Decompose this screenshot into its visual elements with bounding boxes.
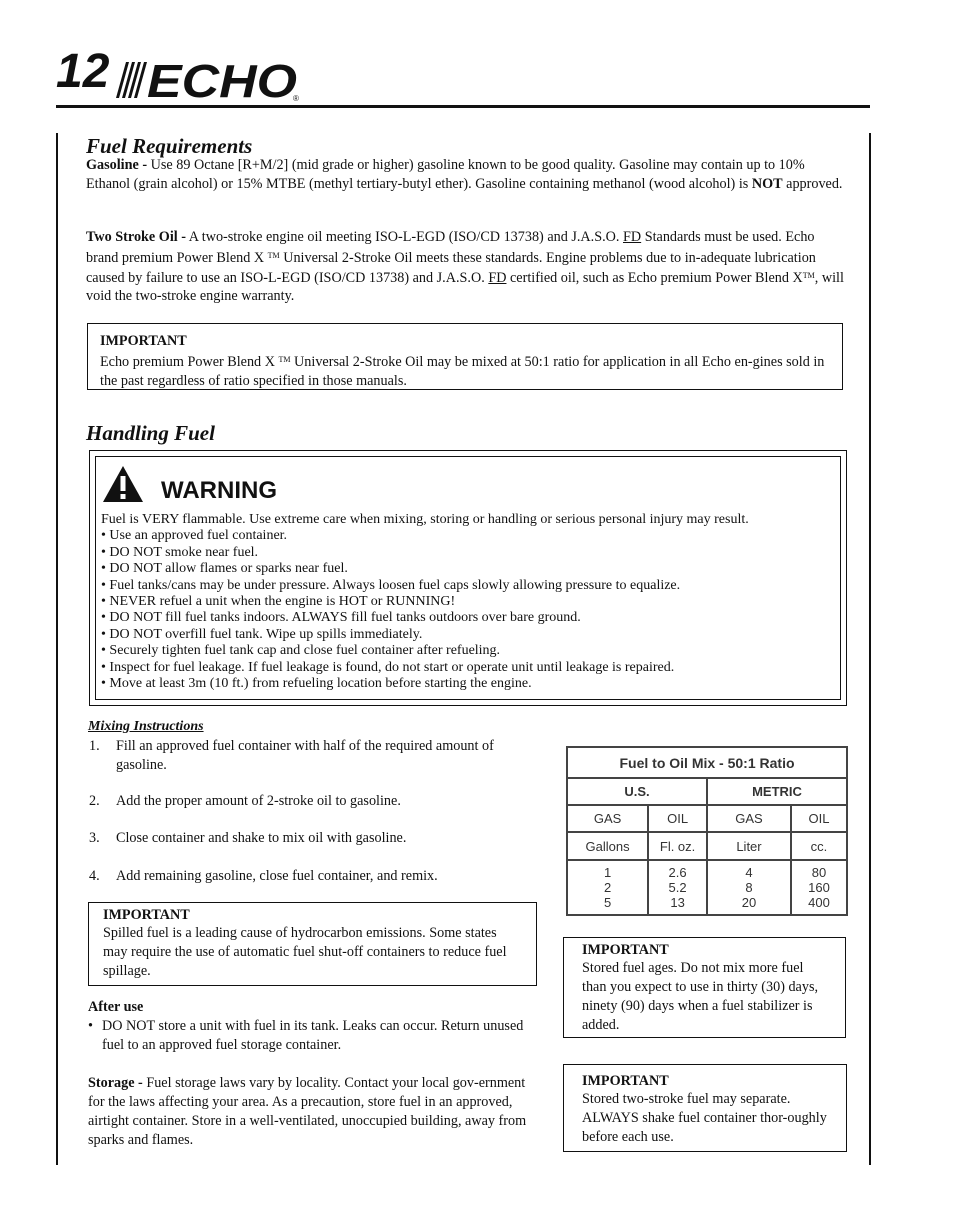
mix-table-unit: Gallons [567, 832, 648, 860]
mix-table-cell: 2.6 5.2 13 [648, 860, 707, 915]
important-box-fuel-age [563, 937, 846, 1038]
warning-item: • Fuel tanks/cans may be under pressure. Always loosen fuel caps slowly allowing pressure to equalize. [101, 577, 681, 593]
mix-table-header-oil: OIL [791, 805, 847, 832]
oil-label: Two Stroke Oil - [86, 229, 186, 245]
important-text: Spilled fuel is a leading cause of hydrocarbon emissions. Some states may require the use of automatic fuel shut-off containers to reduce fuel spillage. [103, 925, 507, 979]
mix-table-group-us: U.S. [567, 778, 707, 805]
warning-item: • Use an approved fuel container. [101, 528, 288, 544]
oil-text-3: Universal 2-Stroke Oil meets these standards. Engine problems due to in-adequate lubrication caused by failure to use an ISO-L-EGD (ISO/CD 13738) and J.A.S.O. [86, 249, 816, 286]
handling-fuel-heading: Handling Fuel [86, 421, 215, 445]
storage-label: Storage - [88, 1075, 143, 1091]
logo-wordmark: ECHO [147, 55, 298, 102]
mix-table-header-oil: OIL [648, 805, 707, 832]
mix-table-cell: 1 2 5 [567, 860, 648, 915]
warning-item: • DO NOT overfill fuel tank. Wipe up spills immediately. [101, 626, 423, 642]
mixing-instructions-heading: Mixing Instructions [88, 719, 204, 734]
warning-item: • DO NOT smoke near fuel. [101, 544, 259, 560]
mixing-step: 3. Close container and shake to mix oil with gasoline. [89, 830, 407, 846]
mix-table-group-metric: METRIC [707, 778, 847, 805]
two-stroke-oil-paragraph [86, 229, 846, 305]
warning-box [89, 450, 847, 706]
important-box-separation [563, 1064, 847, 1152]
important-title: IMPORTANT [103, 907, 190, 923]
mixing-step: 1. Fill an approved fuel container with half of the required amount of gasoline. [89, 738, 494, 773]
mix-table-header-gas: GAS [707, 805, 791, 832]
header-rule [56, 105, 870, 108]
warning-item: • DO NOT fill fuel tanks indoors. ALWAYS fill fuel tanks outdoors over bare ground. [101, 610, 581, 626]
page-number: 12 [56, 45, 110, 98]
trademark-1: TM [267, 250, 280, 260]
important-title: IMPORTANT [582, 942, 669, 958]
important-text: Stored fuel ages. Do not mix more fuel than you expect to use in thirty (30) days, ninety (90) days when a fuel stabilizer is added. [582, 960, 819, 1033]
mixing-step: 2. Add the proper amount of 2-stroke oil to gasoline. [89, 793, 401, 809]
important-title: IMPORTANT [582, 1073, 669, 1089]
warning-item: • Move at least 3m (10 ft.) from refueling location before starting the engine. [101, 676, 532, 692]
warning-triangle-icon [101, 464, 145, 504]
important-box-oil-ratio [87, 323, 843, 390]
mix-table-unit: Liter [707, 832, 791, 860]
warning-item: • Inspect for fuel leakage. If fuel leakage is found, do not start or operate unit until leakage is repaired. [101, 659, 675, 675]
gasoline-not: NOT [751, 176, 783, 192]
gasoline-text-end: approved. [786, 176, 843, 192]
mixing-step: 4. Add remaining gasoline, close fuel container, and remix. [89, 868, 438, 884]
mix-table-title: Fuel to Oil Mix - 50:1 Ratio [567, 747, 847, 778]
oil-text-1: A two-stroke engine oil meeting ISO-L-EGD (ISO/CD 13738) and J.A.S.O. [188, 229, 620, 245]
important-box-spilled-fuel [88, 902, 537, 986]
important-title: IMPORTANT [100, 333, 187, 349]
warning-list [101, 512, 749, 692]
svg-text:®: ® [293, 94, 299, 102]
storage-paragraph: Storage - Fuel storage laws vary by locality. Contact your local gov-ernment for the laws affecting your area. As a precaution, store fuel in an approved, airtight container. Store in a well-ventilated, unoccupied building, away from sparks and flames. [88, 1075, 527, 1148]
trademark-2: TM [802, 271, 815, 280]
mix-table-unit: Fl. oz. [648, 832, 707, 860]
mix-table-unit: cc. [791, 832, 847, 860]
mix-table-cell: 4 8 20 [707, 860, 791, 915]
oil-fd-2: FD [488, 270, 507, 286]
fuel-requirements-heading: Fuel Requirements [86, 134, 253, 158]
warning-title: WARNING [161, 477, 277, 504]
fuel-oil-mix-table [566, 746, 848, 916]
mix-table-header-gas: GAS [567, 805, 648, 832]
warning-item: • DO NOT allow flames or sparks near fuel. [101, 561, 348, 577]
right-margin-rule [869, 133, 871, 1165]
warning-item: • NEVER refuel a unit when the engine is HOT or RUNNING! [101, 594, 456, 610]
mixing-steps [89, 737, 537, 886]
mix-table-cell: 80 160 400 [791, 860, 847, 915]
oil-text-4: certified oil, such as Echo premium Power Blend X [510, 270, 803, 286]
gasoline-text: Use 89 Octane [R+M/2] (mid grade or higher) gasoline known to be good quality. Gasoline may contain up to 10% Ethanol (grain alcohol) or 15% MTBE (methyl tertiary-butyl ether). Gasoline containing methanol (wood alcohol) is [86, 157, 805, 192]
oil-fd-1: FD [623, 229, 642, 245]
oil-text-5: , will void the two-stroke engine warranty. [86, 270, 844, 304]
gasoline-label: Gasoline - [86, 157, 148, 173]
gasoline-paragraph [86, 156, 846, 194]
warning-intro: Fuel is VERY flammable. Use extreme care when mixing, storing or handling or serious personal injury may result. [101, 512, 749, 527]
important-text: Echo premium Power Blend X ™ Universal 2-Stroke Oil may be mixed at 50:1 ratio for application in all Echo en-gines sold in the past regardless of ratio specified in those manuals. [100, 354, 825, 389]
echo-logo [112, 52, 312, 102]
important-text: Stored two-stroke fuel may separate. ALWAYS shake fuel container thor-oughly before each use. [582, 1091, 827, 1145]
oil-text-2: Standards must be used. Echo brand premium Power Blend X [86, 229, 815, 266]
warning-item: • Securely tighten fuel tank cap and close fuel container after refueling. [101, 643, 501, 659]
after-use-heading: After use [88, 999, 144, 1015]
after-use-item: • DO NOT store a unit with fuel in its tank. Leaks can occur. Return unused fuel to an approved fuel storage container. [88, 1018, 524, 1053]
left-margin-rule [56, 133, 58, 1165]
trademark-3: TM [278, 355, 291, 364]
